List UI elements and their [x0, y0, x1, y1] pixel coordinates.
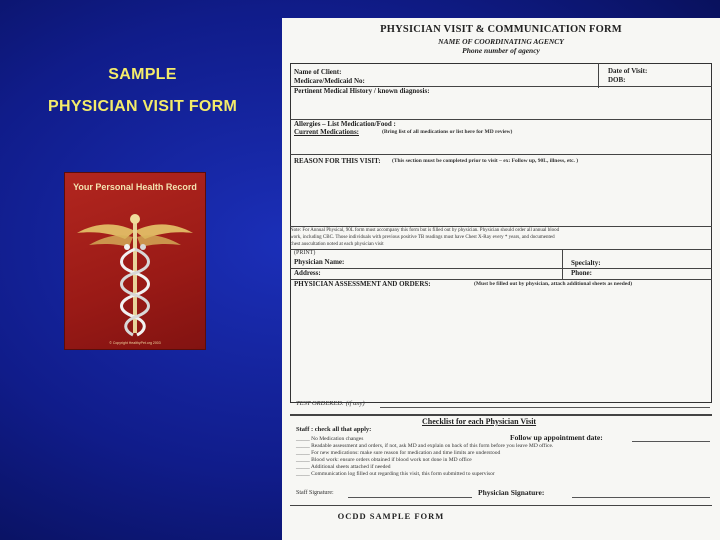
caduceus-icon	[65, 173, 205, 349]
reason-label: REASON FOR THIS VISIT:	[294, 157, 381, 165]
divider	[290, 226, 712, 227]
staff-check-label: Staff : check all that apply:	[296, 426, 372, 433]
assessment-label: PHYSICIAN ASSESSMENT AND ORDERS:	[294, 280, 431, 288]
dob-label: DOB:	[608, 76, 626, 84]
checklist-item: _____ Readable assessment and orders, if not, ask MD and explain on back of this form before you leave MD office.	[296, 443, 554, 449]
checklist-item: _____ Communication log filled out regarding this visit, this form submitted to supervisor	[296, 471, 495, 477]
print-label: (PRINT)	[294, 250, 316, 256]
checklist-title: Checklist for each Physician Visit	[422, 417, 537, 426]
checklist-item: _____ Blood work: ensure orders obtained if blood work not done in MD office	[296, 457, 472, 463]
name-of-client-label: Name of Client:	[294, 68, 342, 76]
phone-label: Phone:	[571, 269, 592, 277]
note-line-2: work, including CBC. Those individuals with previous positive TB readings must have Chest X-Ray every * years, and documented	[290, 235, 555, 240]
staff-signature-label: Staff Signature:	[296, 490, 334, 496]
divider	[290, 414, 712, 416]
follow-up-line	[632, 441, 710, 442]
medical-history-label: Pertinent Medical History / known diagnosis:	[294, 87, 430, 95]
current-medications-label: Current Medications:	[294, 128, 359, 136]
address-label: Address:	[294, 269, 321, 277]
checklist-item: _____ No Medication changes	[296, 436, 364, 442]
divider	[290, 249, 712, 250]
current-medications-note: (Bring list of all medications or list here for MD review)	[382, 129, 513, 135]
medicare-label: Medicare/Medicaid No:	[294, 77, 365, 85]
test-ordered-label: TEST ORDERED: (if any)	[296, 400, 365, 407]
divider	[290, 154, 712, 155]
reason-note: (This section must be completed prior to visit – ex: Follow up, 90L, illness, etc. )	[392, 158, 579, 164]
checklist-item: _____ Additional sheets attached if needed	[296, 464, 391, 470]
note-line-1: Note: For Annual Physical, 90L form must accompany this form but is filled out by physician. Physician should order all annual blood	[290, 228, 560, 233]
form-footer: OCDD SAMPLE FORM	[337, 511, 445, 521]
allergies-label: Allergies – List Medication/Food :	[294, 120, 396, 128]
divider	[598, 63, 599, 88]
slide-title-form-name: PHYSICIAN VISIT FORM	[48, 98, 238, 115]
divider	[290, 268, 712, 269]
form-agency-phone: Phone number of agency	[462, 46, 540, 55]
specialty-label: Specialty:	[571, 259, 601, 267]
form-agency-name: NAME OF COORDINATING AGENCY	[438, 37, 564, 46]
test-ordered-line	[380, 407, 710, 408]
physician-signature-label: Physician Signature:	[478, 488, 545, 497]
book-title: Your Personal Health Record	[73, 182, 197, 192]
divider	[562, 249, 563, 279]
note-line-3: chest auscultation noted at each physician visit	[290, 242, 384, 247]
checklist-item: _____ For new medications: make sure reason for medication and time limits are understood	[296, 450, 501, 456]
slide-title-sample: SAMPLE	[108, 66, 177, 83]
follow-up-label: Follow up appointment date:	[510, 433, 603, 442]
physician-name-label: Physician Name:	[294, 258, 345, 266]
divider	[290, 505, 712, 506]
form-title: PHYSICIAN VISIT & COMMUNICATION FORM	[380, 24, 622, 35]
health-record-book-cover	[65, 173, 205, 349]
physician-visit-form	[282, 18, 720, 540]
date-of-visit-label: Date of Visit:	[608, 67, 648, 75]
book-footer: © Copyright HealthyPet.org 2003	[109, 341, 161, 345]
physician-signature-line	[572, 497, 710, 498]
form-main-box	[290, 63, 712, 403]
assessment-note: (Must be filled out by physician, attach additional sheets as needed)	[474, 281, 633, 287]
staff-signature-line	[348, 497, 472, 498]
